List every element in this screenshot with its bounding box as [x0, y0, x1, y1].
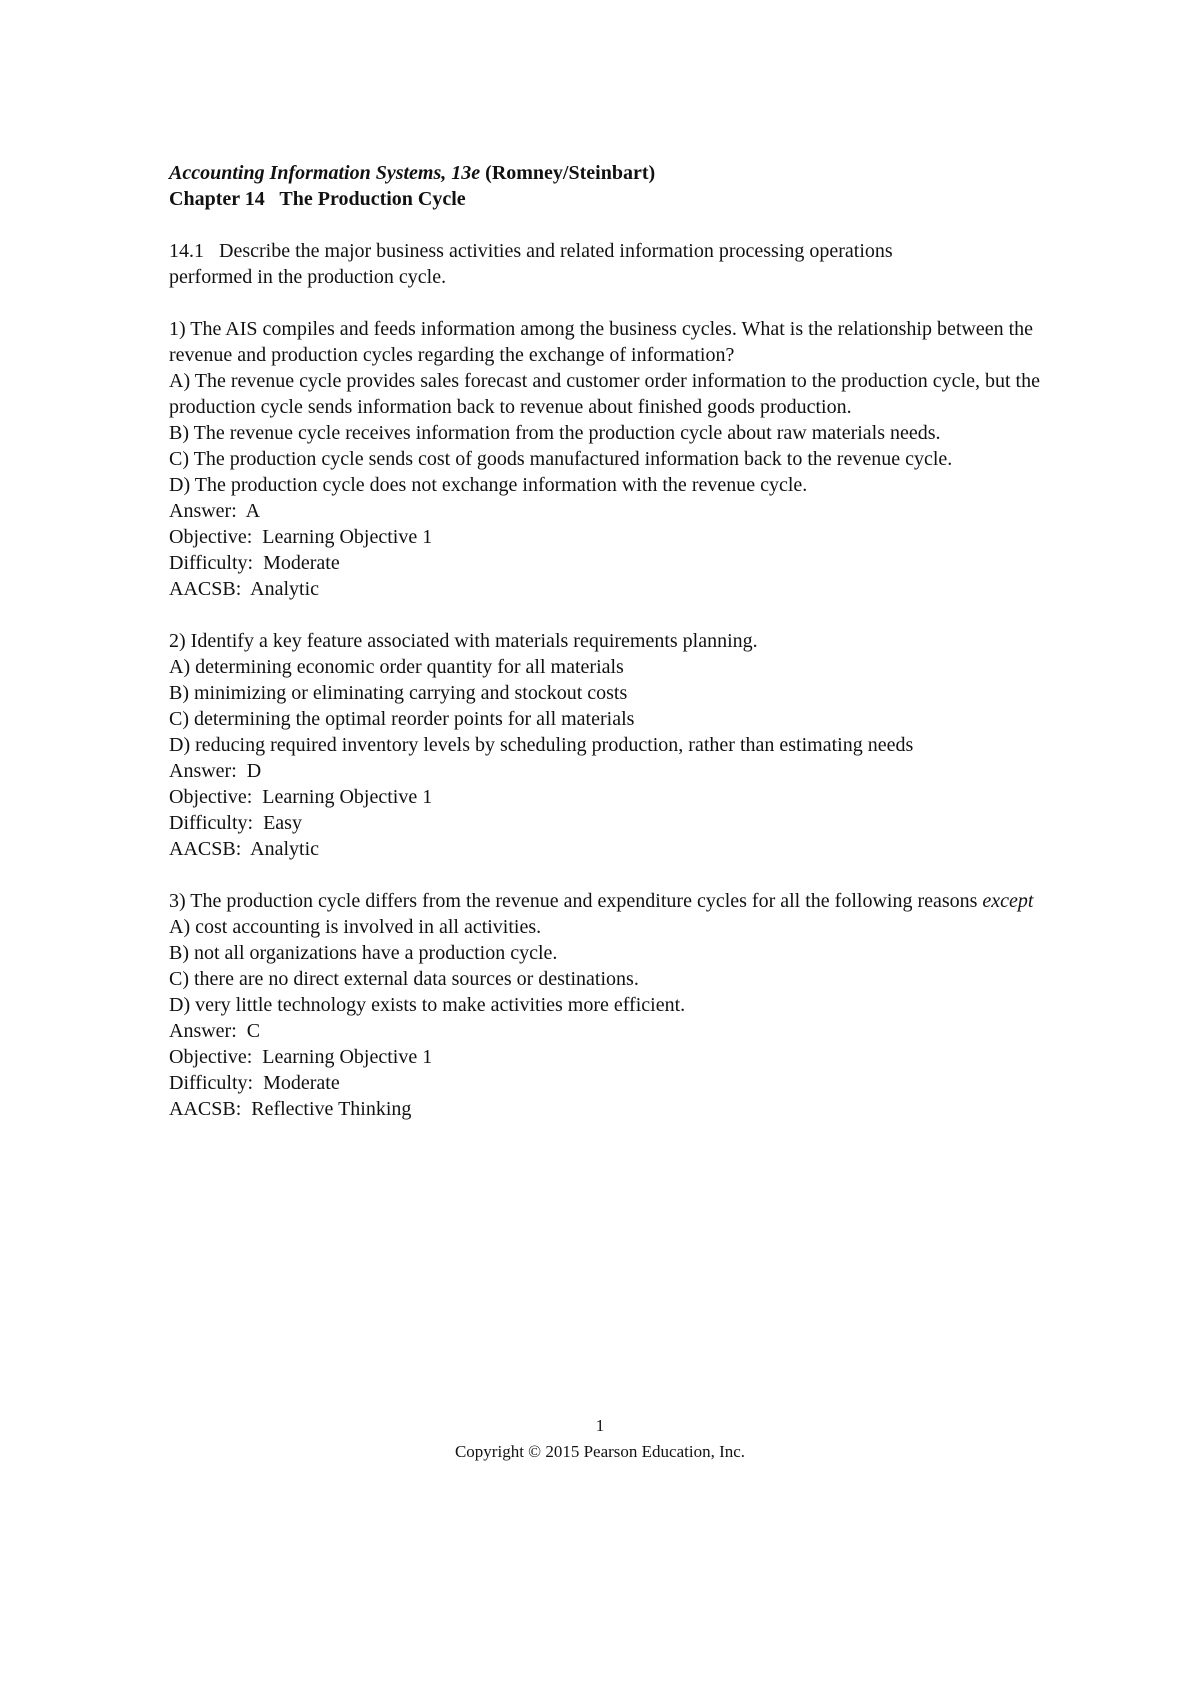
option-a: A) The revenue cycle provides sales forecast and customer order information to the production cycle, but the production cycle sends information back to revenue about finished goods production.	[169, 370, 1045, 418]
option-c: C) there are no direct external data sources or destinations.	[169, 968, 639, 990]
option-c: C) The production cycle sends cost of goods manufactured information back to the revenue cycle.	[169, 448, 953, 470]
page-content	[169, 160, 1069, 1122]
option-d: D) The production cycle does not exchange information with the revenue cycle.	[169, 474, 808, 496]
answer: Answer: D	[169, 760, 262, 782]
spacer	[169, 290, 1069, 316]
spacer	[169, 212, 1069, 238]
spacer	[169, 602, 1069, 628]
difficulty: Difficulty: Moderate	[169, 552, 340, 574]
question-stem-text: 3) The production cycle differs from the revenue and expenditure cycles for all the following reasons	[169, 890, 983, 912]
option-a: A) determining economic order quantity for all materials	[169, 656, 624, 678]
question-stem	[169, 888, 1069, 914]
option-d: D) very little technology exists to make activities more efficient.	[169, 994, 686, 1016]
page-number: 1	[595, 1416, 605, 1435]
objective: Objective: Learning Objective 1	[169, 786, 433, 808]
page-footer	[0, 1413, 1200, 1465]
chapter-title: Chapter 14 The Production Cycle	[169, 188, 466, 210]
option-b: B) The revenue cycle receives information from the production cycle about raw materials needs.	[169, 422, 941, 444]
option-a: A) cost accounting is involved in all activities.	[169, 916, 542, 938]
book-header	[169, 160, 1069, 186]
difficulty: Difficulty: Moderate	[169, 1072, 340, 1094]
section-heading-line-2: performed in the production cycle.	[169, 266, 447, 288]
question-3	[169, 888, 1069, 1122]
option-b: B) minimizing or eliminating carrying and stockout costs	[169, 682, 628, 704]
question-stem: 2) Identify a key feature associated with materials requirements planning.	[169, 630, 758, 652]
difficulty: Difficulty: Easy	[169, 812, 302, 834]
question-stem: 1) The AIS compiles and feeds information among the business cycles. What is the relationship between the revenue and production cycles regarding the exchange of information?	[169, 318, 1039, 366]
question-1	[169, 316, 1069, 602]
option-c: C) determining the optimal reorder points for all materials	[169, 708, 635, 730]
aacsb: AACSB: Analytic	[169, 838, 320, 860]
objective: Objective: Learning Objective 1	[169, 526, 433, 548]
aacsb: AACSB: Reflective Thinking	[169, 1098, 412, 1120]
copyright-notice: Copyright © 2015 Pearson Education, Inc.	[454, 1442, 746, 1461]
option-d: D) reducing required inventory levels by scheduling production, rather than estimating needs	[169, 734, 914, 756]
spacer	[169, 862, 1069, 888]
answer: Answer: A	[169, 500, 261, 522]
aacsb: AACSB: Analytic	[169, 578, 320, 600]
objective: Objective: Learning Objective 1	[169, 1046, 433, 1068]
section-heading-line-1: 14.1 Describe the major business activities and related information processing operations	[169, 240, 893, 262]
book-title: Accounting Information Systems, 13e	[169, 162, 481, 184]
option-b: B) not all organizations have a production cycle.	[169, 942, 558, 964]
book-authors: (Romney/Steinbart)	[480, 162, 656, 184]
question-2	[169, 628, 1069, 862]
question-stem-emphasis: except	[982, 890, 1034, 912]
answer: Answer: C	[169, 1020, 261, 1042]
